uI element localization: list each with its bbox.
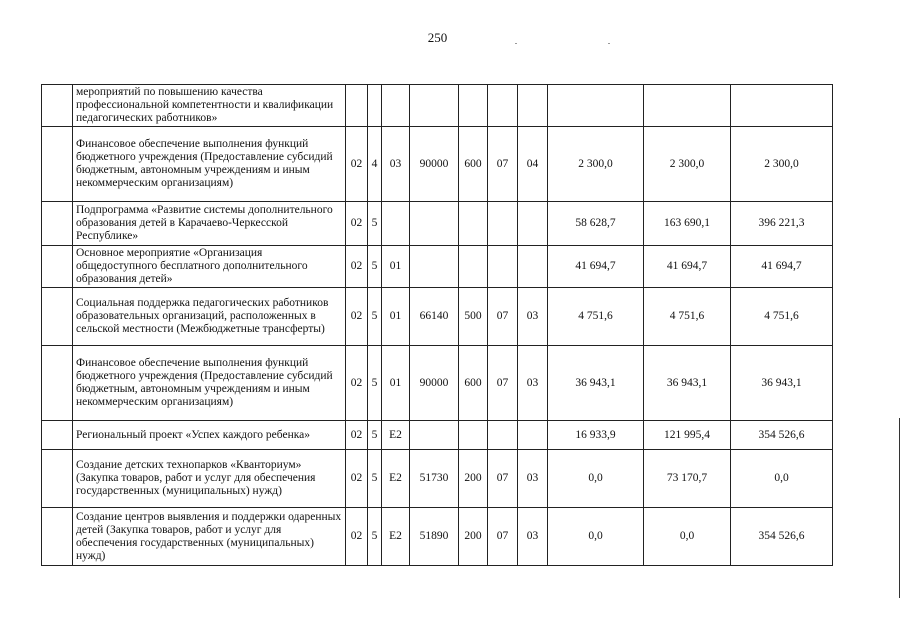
direction-code — [410, 85, 459, 127]
row-blank-cell — [42, 346, 73, 421]
row-blank-cell — [42, 450, 73, 508]
subsection-code: 03 — [518, 288, 548, 346]
subprogram-code: 4 — [368, 127, 382, 202]
subsection-code — [518, 421, 548, 450]
subprogram-code: 5 — [368, 246, 382, 288]
subprogram-code — [368, 85, 382, 127]
program-code: 02 — [346, 246, 368, 288]
main-activity-code: Е2 — [382, 421, 410, 450]
amount-year-3: 396 221,3 — [731, 202, 833, 246]
direction-code: 90000 — [410, 346, 459, 421]
expense-type-code — [459, 202, 488, 246]
table-row — [42, 508, 833, 566]
table-row — [42, 202, 833, 246]
program-code — [346, 85, 368, 127]
amount-year-3: 4 751,6 — [731, 288, 833, 346]
section-code — [488, 246, 518, 288]
main-activity-code: 01 — [382, 288, 410, 346]
amount-year-3: 0,0 — [731, 450, 833, 508]
subprogram-code: 5 — [368, 346, 382, 421]
program-code: 02 — [346, 346, 368, 421]
row-blank-cell — [42, 202, 73, 246]
program-code: 02 — [346, 421, 368, 450]
amount-year-3: 41 694,7 — [731, 246, 833, 288]
table-row — [42, 421, 833, 450]
budget-table — [41, 84, 833, 566]
row-name: Основное мероприятие «Организация общедоступного бесплатного дополнительного образования детей» — [73, 246, 346, 288]
section-code: 07 — [488, 346, 518, 421]
row-name: Создание детских технопарков «Кванториум» (Закупка товаров, работ и услуг для обеспечения государственных (муниципальных) нужд) — [73, 450, 346, 508]
amount-year-1: 41 694,7 — [548, 246, 644, 288]
subprogram-code: 5 — [368, 421, 382, 450]
amount-year-3: 2 300,0 — [731, 127, 833, 202]
amount-year-2: 121 995,4 — [644, 421, 731, 450]
row-blank-cell — [42, 127, 73, 202]
main-activity-code: Е2 — [382, 450, 410, 508]
main-activity-code — [382, 202, 410, 246]
direction-code: 90000 — [410, 127, 459, 202]
section-code — [488, 85, 518, 127]
section-code: 07 — [488, 288, 518, 346]
row-name: Финансовое обеспечение выполнения функций бюджетного учреждения (Предоставление субсидий бюджетным, автономным учреждениям и иным некоммерческим организациям) — [73, 127, 346, 202]
amount-year-1: 0,0 — [548, 508, 644, 566]
subsection-code: 04 — [518, 127, 548, 202]
subsection-code — [518, 202, 548, 246]
section-code: 07 — [488, 450, 518, 508]
amount-year-1: 16 933,9 — [548, 421, 644, 450]
amount-year-1: 4 751,6 — [548, 288, 644, 346]
row-name: мероприятий по повышению качества профессиональной компетентности и квалификации педагогических работников» — [73, 85, 346, 127]
subprogram-code: 5 — [368, 202, 382, 246]
table-row — [42, 127, 833, 202]
page-number: 250 — [427, 30, 448, 45]
section-code — [488, 421, 518, 450]
direction-code — [410, 202, 459, 246]
amount-year-3: 36 943,1 — [731, 346, 833, 421]
expense-type-code: 500 — [459, 288, 488, 346]
amount-year-1 — [548, 85, 644, 127]
table-row — [42, 85, 833, 127]
main-activity-code — [382, 85, 410, 127]
direction-code: 51890 — [410, 508, 459, 566]
main-activity-code: 01 — [382, 346, 410, 421]
amount-year-2: 36 943,1 — [644, 346, 731, 421]
row-blank-cell — [42, 421, 73, 450]
row-name: Финансовое обеспечение выполнения функций бюджетного учреждения (Предоставление субсидий бюджетным, автономным учреждениям и иным некоммерческим организациям) — [73, 346, 346, 421]
direction-code: 51730 — [410, 450, 459, 508]
row-name: Создание центров выявления и поддержки одаренных детей (Закупка товаров, работ и услуг для обеспечения государственных (муниципальных) нужд) — [73, 508, 346, 566]
main-activity-code: 03 — [382, 127, 410, 202]
program-code: 02 — [346, 202, 368, 246]
amount-year-2: 163 690,1 — [644, 202, 731, 246]
amount-year-1: 58 628,7 — [548, 202, 644, 246]
expense-type-code: 200 — [459, 450, 488, 508]
amount-year-1: 36 943,1 — [548, 346, 644, 421]
expense-type-code — [459, 246, 488, 288]
scan-speck — [608, 43, 610, 44]
amount-year-2: 0,0 — [644, 508, 731, 566]
table-row — [42, 246, 833, 288]
expense-type-code: 600 — [459, 127, 488, 202]
subsection-code — [518, 85, 548, 127]
section-code: 07 — [488, 127, 518, 202]
program-code: 02 — [346, 508, 368, 566]
scan-edge-mark — [899, 418, 900, 598]
subprogram-code: 5 — [368, 288, 382, 346]
amount-year-3 — [731, 85, 833, 127]
amount-year-2: 73 170,7 — [644, 450, 731, 508]
expense-type-code — [459, 421, 488, 450]
amount-year-2: 2 300,0 — [644, 127, 731, 202]
expense-type-code — [459, 85, 488, 127]
row-blank-cell — [42, 288, 73, 346]
row-name: Социальная поддержка педагогических работников образовательных организаций, расположенных в сельской местности (Межбюджетные трансферты) — [73, 288, 346, 346]
amount-year-2: 4 751,6 — [644, 288, 731, 346]
subsection-code: 03 — [518, 346, 548, 421]
subsection-code: 03 — [518, 508, 548, 566]
direction-code — [410, 246, 459, 288]
program-code: 02 — [346, 127, 368, 202]
expense-type-code: 600 — [459, 346, 488, 421]
table-row — [42, 346, 833, 421]
table-row — [42, 450, 833, 508]
main-activity-code: 01 — [382, 246, 410, 288]
direction-code — [410, 421, 459, 450]
amount-year-1: 2 300,0 — [548, 127, 644, 202]
section-code — [488, 202, 518, 246]
row-name: Региональный проект «Успех каждого ребенка» — [73, 421, 346, 450]
row-blank-cell — [42, 508, 73, 566]
program-code: 02 — [346, 450, 368, 508]
row-blank-cell — [42, 246, 73, 288]
expense-type-code: 200 — [459, 508, 488, 566]
program-code: 02 — [346, 288, 368, 346]
amount-year-3: 354 526,6 — [731, 421, 833, 450]
subprogram-code: 5 — [368, 508, 382, 566]
amount-year-1: 0,0 — [548, 450, 644, 508]
scan-speck — [515, 43, 517, 44]
amount-year-2: 41 694,7 — [644, 246, 731, 288]
amount-year-3: 354 526,6 — [731, 508, 833, 566]
amount-year-2 — [644, 85, 731, 127]
subsection-code: 03 — [518, 450, 548, 508]
table-row — [42, 288, 833, 346]
main-activity-code: Е2 — [382, 508, 410, 566]
row-name: Подпрограмма «Развитие системы дополнительного образования детей в Карачаево-Черкесской Республике» — [73, 202, 346, 246]
direction-code: 66140 — [410, 288, 459, 346]
subsection-code — [518, 246, 548, 288]
subprogram-code: 5 — [368, 450, 382, 508]
section-code: 07 — [488, 508, 518, 566]
row-blank-cell — [42, 85, 73, 127]
